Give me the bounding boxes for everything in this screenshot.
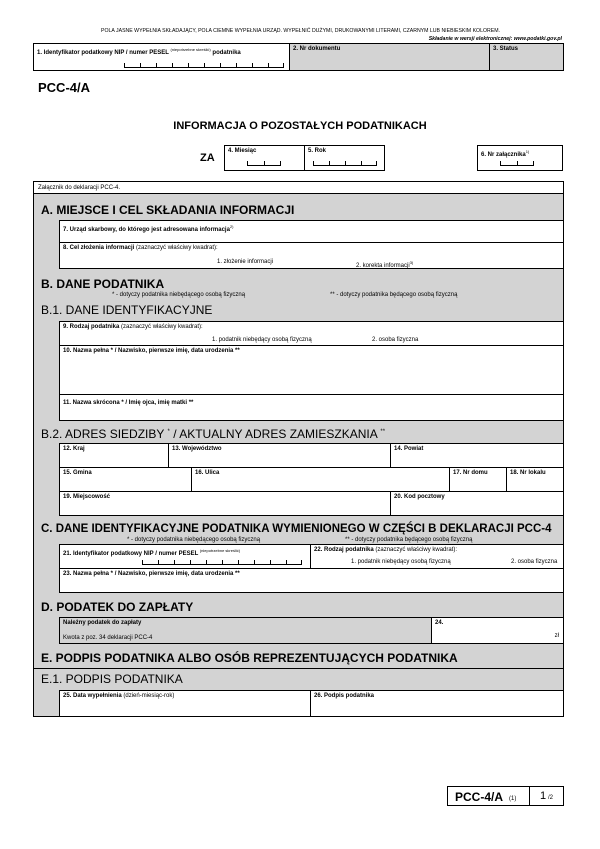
field-26-signature[interactable] xyxy=(310,690,564,717)
field-2-label: 2. Nr dokumentu xyxy=(293,46,341,52)
section-c-title: C. DANE IDENTYFIKACYJNE PODATNIKA WYMIENIONEGO W CZĘŚCI B DEKLARACJI PCC-4 xyxy=(41,523,552,535)
attachment-note-row xyxy=(33,181,564,194)
b2-star2: ** xyxy=(380,429,386,435)
field-16-street[interactable] xyxy=(191,467,450,492)
field-25-note: (dzień-miesiąc-rok) xyxy=(123,693,175,699)
field-4-label: 4. Miesiąc xyxy=(228,148,257,154)
field-3-status xyxy=(489,43,564,71)
section-c-note-legal: * - dotyczy podatnika niebędącego osobą fizyczną xyxy=(127,537,261,543)
field-13-voivodeship[interactable] xyxy=(168,443,391,468)
section-b1-title: B.1. DANE IDENTYFIKACYJNE xyxy=(41,303,213,317)
field-6-label: 6. Nr załącznika xyxy=(481,152,526,158)
option-correction-sup: 3) xyxy=(409,260,414,265)
field-23-label: 23. Nazwa pełna * / Nazwisko, pierwsze imię, data urodzenia ** xyxy=(63,571,240,577)
field-14-county[interactable] xyxy=(390,443,564,468)
option-natural-person[interactable]: 2. osoba fizyczna xyxy=(372,337,419,343)
footer-page-number: 1 xyxy=(540,790,547,802)
field-5-year[interactable] xyxy=(304,145,385,171)
section-d-title: D. PODATEK DO ZAPŁATY xyxy=(41,600,194,614)
footer-page-box xyxy=(529,786,564,806)
section-a-title: A. MIEJSCE I CEL SKŁADANIA INFORMACJI xyxy=(41,203,295,217)
field-4-ticks xyxy=(247,160,281,166)
field-17-label: 17. Nr domu xyxy=(453,470,488,476)
field-19-label: 19. Miejscowość xyxy=(63,494,111,500)
field-22-option-non-natural[interactable]: 1. podatnik niebędący osobą fizyczną xyxy=(351,559,451,565)
field-24-label: 24. xyxy=(435,620,444,626)
section-e-divider xyxy=(33,668,564,669)
field-22-label: 22. Rodzaj podatnika xyxy=(314,547,374,553)
field-1-label: 1. Identyfikator podatkowy NIP / numer PESEL xyxy=(37,50,169,56)
section-b2-title xyxy=(41,427,385,441)
field-11-label: 11. Nazwa skrócona * / Imię ojca, imię matki ** xyxy=(63,400,194,406)
tax-due-note: Kwota z poz. 34 deklaracji PCC-4 xyxy=(63,635,153,641)
field-21-nip-pesel[interactable] xyxy=(59,544,311,569)
field-9-note: (zaznaczyć właściwy kwadrat): xyxy=(121,324,203,330)
field-18-label: 18. Nr lokalu xyxy=(510,470,546,476)
field-6-attachment-number[interactable] xyxy=(477,145,563,171)
footer-form-code: PCC-4/A xyxy=(455,790,504,804)
option-non-natural-person[interactable]: 1. podatnik niebędący osobą fizyczną xyxy=(212,337,312,343)
field-8-label: 8. Cel złożenia informacji xyxy=(63,245,135,251)
b2-title-part1: B.2. ADRES SIEDZIBY xyxy=(41,427,165,441)
field-5-ticks xyxy=(313,160,377,166)
field-14-label: 14. Powiat xyxy=(394,446,424,452)
section-b-note-natural: ** - dotyczy podatnika będącego osobą fizyczną xyxy=(330,292,458,298)
field-25-label: 25. Data wypełnienia xyxy=(63,693,122,699)
field-9-taxpayer-type[interactable] xyxy=(59,321,564,346)
field-10-full-name[interactable] xyxy=(59,345,564,395)
field-23-full-name[interactable] xyxy=(59,568,564,593)
currency-label: zł xyxy=(554,633,559,639)
field-22-taxpayer-type[interactable] xyxy=(310,544,564,569)
field-21-digit-ticks xyxy=(142,559,302,565)
field-10-label: 10. Nazwa pełna * / Nazwisko, pierwsze imię, data urodzenia ** xyxy=(63,348,240,354)
field-1-note: (niepotrzebne skreślić) xyxy=(170,47,211,52)
section-e-title: E. PODPIS PODATNIKA ALBO OSÓB REPREZENTUJĄCYCH PODATNIKA xyxy=(41,651,458,665)
field-7-tax-office[interactable] xyxy=(59,220,564,243)
field-26-label: 26. Podpis podatnika xyxy=(314,693,375,699)
field-15-label: 15. Gmina xyxy=(63,470,92,476)
field-5-label: 5. Rok xyxy=(308,148,327,154)
b2-title-part2: / AKTUALNY ADRES ZAMIESZKANIA xyxy=(173,427,378,441)
field-9-label: 9. Rodzaj podatnika xyxy=(63,324,120,330)
field-6-sup: 1) xyxy=(525,149,530,154)
field-1-suffix: podatnika xyxy=(212,50,241,56)
field-12-label: 12. Kraj xyxy=(63,446,85,452)
field-4-month[interactable] xyxy=(224,145,305,171)
field-8-note: (zaznaczyć właściwy kwadrat): xyxy=(136,245,218,251)
field-22-option-natural[interactable]: 2. osoba fizyczna xyxy=(511,559,558,565)
field-20-label: 20. Kod pocztowy xyxy=(394,494,445,500)
option-correction-label: 2. korekta informacji xyxy=(356,263,410,269)
attachment-note: Załącznik do deklaracji PCC-4. xyxy=(38,185,121,191)
field-15-municipality[interactable] xyxy=(59,467,192,492)
section-e1-title: E.1. PODPIS PODATNIKA xyxy=(41,672,183,686)
field-12-country[interactable] xyxy=(59,443,169,468)
form-code: PCC-4/A xyxy=(38,80,91,95)
field-1-nip-pesel[interactable] xyxy=(33,43,290,71)
field-3-label: 3. Status xyxy=(493,46,519,52)
field-8-purpose[interactable] xyxy=(59,242,564,269)
field-1-digit-ticks xyxy=(124,62,284,68)
field-13-label: 13. Województwo xyxy=(172,446,222,452)
field-21-note: (niepotrzebne skreślić) xyxy=(199,548,241,553)
instructions-text: POLA JASNE WYPEŁNIA SKŁADAJĄCY, POLA CIEMNE WYPEŁNIA URZĄD. WYPEŁNIĆ DUŻYMI, DRUKOWANYMI LITERAMI, CZARNYM LUB NIEBIESKIM KOLOREM. xyxy=(101,28,500,34)
field-19-city[interactable] xyxy=(59,491,391,516)
section-c-note-natural: ** - dotyczy podatnika będącego osobą fizyczną xyxy=(345,537,473,543)
section-b-note-legal: * - dotyczy podatnika niebędącego osobą fizyczną xyxy=(112,292,246,298)
field-17-house-number[interactable] xyxy=(449,467,507,492)
option-submission[interactable]: 1. złożenie informacji xyxy=(217,259,274,265)
section-b-title: B. DANE PODATNIKA xyxy=(41,277,165,291)
field-6-ticks xyxy=(500,160,534,166)
footer-page-total: /2 xyxy=(548,795,554,801)
electronic-filing-text: Składanie w wersji elektronicznej: www.podatki.gov.pl xyxy=(428,36,562,42)
tax-due-label-box xyxy=(59,617,432,644)
option-correction[interactable] xyxy=(356,259,413,270)
za-label: ZA xyxy=(200,152,215,164)
b2-star1: * xyxy=(167,429,170,435)
field-11-short-name[interactable] xyxy=(59,394,564,421)
tax-due-label: Należny podatek do zapłaty xyxy=(63,620,142,626)
field-7-label: 7. Urząd skarbowy, do którego jest adresowana informacja xyxy=(63,227,230,233)
field-25-date[interactable] xyxy=(59,690,311,717)
field-16-label: 16. Ulica xyxy=(195,470,220,476)
footer-form-code-box xyxy=(447,786,530,806)
field-20-postal-code[interactable] xyxy=(390,491,564,516)
field-2-document-number xyxy=(289,43,490,71)
field-21-label: 21. Identyfikator podatkowy NIP / numer PESEL xyxy=(63,551,199,557)
field-24-tax-amount[interactable] xyxy=(431,617,564,644)
page-title: INFORMACJA O POZOSTAŁYCH PODATNIKACH xyxy=(173,120,427,132)
footer-version: (1) xyxy=(509,796,517,802)
field-7-sup: 2) xyxy=(229,224,234,229)
field-18-apartment-number[interactable] xyxy=(506,467,564,492)
field-22-note: (zaznaczyć właściwy kwadrat): xyxy=(375,547,458,553)
